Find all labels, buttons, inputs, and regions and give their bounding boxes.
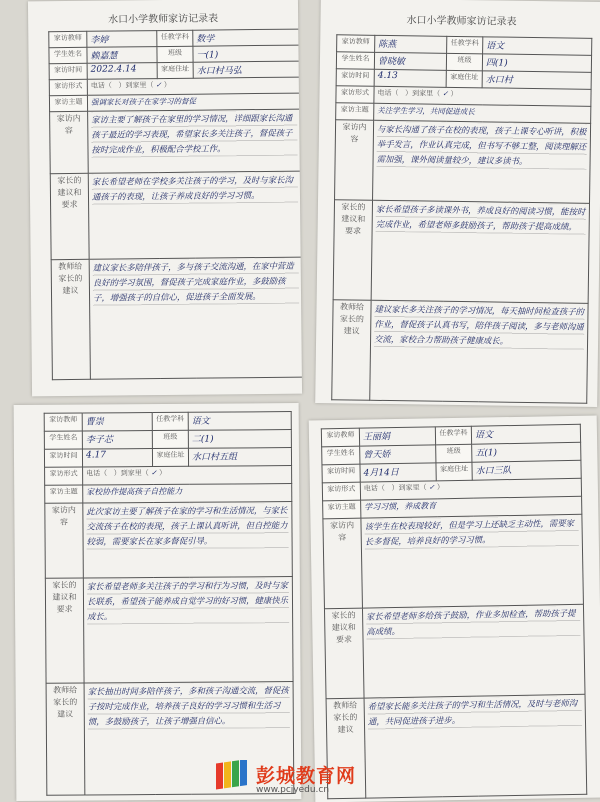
teacher-value: 陈燕	[375, 35, 447, 53]
parent-suggestion-text: 家长希望孩子多读课外书，养成良好的阅读习惯，能按时完成作业，希望老师多鼓励孩子，帮助孩子提高成绩。	[376, 202, 586, 235]
method-options: 电话（ ）到家里（ ✓ ）	[360, 478, 581, 500]
label-topic: 家访主题	[45, 485, 83, 503]
label-student: 学生姓名	[49, 47, 87, 63]
subject-value: 数学	[193, 29, 300, 46]
label-student: 学生姓名	[44, 431, 82, 449]
sheet-title: 水口小学教师家访记录表	[406, 15, 517, 28]
record-table	[321, 424, 587, 799]
content-text: 与家长沟通了孩子在校的表现，孩子上课专心听讲，积极举手发言，作业认真完成，但书写不够工整，阅读理解还需加强，课外阅读量较少，建议多读书。	[376, 122, 587, 170]
record-sheet-2	[315, 0, 600, 407]
label-class: 班级	[436, 444, 472, 463]
topic-value: 家校协作提高孩子自控能力	[83, 484, 292, 503]
parent-suggestion-text: 家长希望老师多给孩子鼓励，作业多加检查，帮助孩子提高成绩。	[366, 606, 580, 640]
method-options: 电话（ ）到家里（ ✓ ）	[87, 77, 300, 95]
label-subject: 任教学科	[447, 36, 483, 54]
label-content: 家访内容	[323, 518, 363, 609]
record-table	[44, 411, 295, 796]
watermark-url: www.pcjyedu.cn	[256, 785, 330, 795]
label-teacher: 家访教师	[44, 413, 82, 431]
student-value: 曾天娇	[360, 445, 436, 464]
label-subject: 任教学科	[152, 412, 188, 430]
label-topic: 家访主题	[323, 500, 361, 519]
label-teacher: 家访教师	[337, 35, 375, 53]
subject-value: 语文	[483, 37, 592, 56]
label-time: 家访时间	[336, 69, 374, 87]
method-options: 电话（ ）到家里（ ✓ ）	[83, 466, 292, 485]
method-check: ✓	[150, 469, 157, 478]
topic-value: 强调家长对孩子在家学习的督促	[87, 93, 300, 111]
record-sheet-4	[309, 416, 600, 802]
teacher-suggestion-text: 家长抽出时间多陪伴孩子，多和孩子沟通交流，督促孩子按时完成作业，培养孩子良好的学习习惯和生活习惯，多鼓励孩子，让孩子增强自信心。	[88, 683, 290, 729]
label-student: 学生姓名	[322, 446, 360, 465]
time-value: 4.17	[82, 449, 152, 467]
label-parent-suggestion: 家长的建议和要求	[50, 173, 89, 259]
label-topic: 家访主题	[49, 95, 87, 111]
label-address: 家庭住址	[436, 462, 472, 481]
label-method: 家访形式	[336, 86, 374, 104]
label-address: 家庭住址	[152, 448, 188, 466]
site-watermark	[212, 758, 402, 798]
sheet-title: 水口小学教师家访记录表	[108, 13, 219, 26]
label-student: 学生姓名	[336, 52, 374, 70]
time-value: 4.13	[374, 69, 446, 87]
label-subject: 任教学科	[157, 30, 193, 46]
student-value: 赖嘉慧	[87, 47, 157, 64]
student-value: 李子芯	[82, 431, 152, 449]
teacher-value: 李婷	[87, 31, 157, 48]
record-sheet-3	[14, 403, 302, 801]
teacher-suggestion-text: 建议家长多陪伴孩子，多与孩子交流沟通，在家中营造良好的学习氛围，督促孩子完成家庭作业，多鼓励孩子，增强孩子的自信心，促进孩子全面发展。	[93, 259, 299, 306]
label-parent-suggestion: 家长的建议和要求	[324, 608, 364, 699]
label-content: 家访内容	[335, 120, 374, 201]
label-teacher-suggestion: 教师给家长的建议	[326, 698, 366, 799]
teacher-suggestion-text: 希望家长能多关注孩子的学习和生活情况，及时与老师沟通，共同促进孩子进步。	[368, 696, 582, 730]
method-check: ✓	[442, 89, 449, 98]
time-value: 2022.4.14	[87, 63, 157, 80]
subject-value: 语文	[188, 412, 291, 431]
class-value: 二(1)	[188, 430, 291, 449]
record-sheet-1	[28, 0, 302, 396]
method-check: ✓	[428, 483, 435, 492]
label-teacher-suggestion: 教师给家长的建议	[46, 683, 85, 795]
topic-value: 学习习惯，养成教育	[361, 496, 582, 518]
label-content: 家访内容	[45, 503, 84, 578]
label-class: 班级	[152, 430, 188, 448]
record-table	[48, 29, 302, 381]
parent-suggestion-text: 家长希望老师多关注孩子的学习和行为习惯，及时与家长联系，希望孩子能养成自觉学习的好习惯，健康快乐成长。	[87, 578, 289, 624]
label-parent-suggestion: 家长的建议和要求	[333, 200, 372, 301]
subject-value: 语文	[471, 424, 580, 444]
label-method: 家访形式	[322, 482, 360, 501]
topic-value: 关注学生学习，共同促进成长	[374, 103, 591, 123]
teacher-value: 王丽娟	[359, 427, 435, 446]
label-subject: 任教学科	[435, 426, 471, 445]
teacher-value: 曹崇	[82, 413, 152, 431]
teacher-suggestion-text: 建议家长多关注孩子的学习情况，每天抽时间检查孩子的作业，督促孩子认真书写，陪伴孩子阅读，多与老师沟通交流，家校合力帮助孩子健康成长。	[374, 302, 585, 350]
label-time: 家访时间	[44, 449, 82, 467]
class-value: 一(1)	[193, 45, 300, 62]
label-parent-suggestion: 家长的建议和要求	[45, 578, 84, 683]
label-content: 家访内容	[50, 111, 89, 173]
record-table	[331, 34, 592, 404]
address-value: 水口村马弘	[193, 61, 300, 78]
class-value: 五(1)	[472, 442, 581, 462]
student-value: 曾晓敏	[374, 52, 446, 70]
method-options: 电话（ ）到家里（ ✓ ）	[374, 86, 591, 106]
label-method: 家访形式	[45, 467, 83, 485]
label-topic: 家访主题	[336, 103, 374, 121]
content-text: 家访主要了解孩子在家里的学习情况，详细跟家长沟通孩子最近的学习表现，希望家长多关注孩子，督促孩子按时完成作业，积极配合学校工作。	[91, 111, 297, 158]
label-address: 家庭住址	[446, 70, 482, 88]
book-logo-icon	[212, 760, 252, 796]
label-teacher: 家访教师	[321, 428, 359, 447]
content-text: 该学生在校表现较好，但是学习上还缺乏主动性，需要家长多督促，培养良好的学习习惯。	[364, 516, 578, 550]
label-class: 班级	[446, 53, 482, 71]
label-time: 家访时间	[322, 464, 360, 483]
watermark-site-name: 彭城教育网	[256, 765, 357, 787]
address-value: 水口村五组	[188, 448, 291, 467]
label-class: 班级	[157, 46, 193, 62]
label-address: 家庭住址	[157, 62, 193, 78]
class-value: 四(1)	[482, 54, 591, 73]
parent-suggestion-text: 家长希望老师在学校多关注孩子的学习，及时与家长沟通孩子的表现，让孩子养成良好的学习习惯。	[92, 173, 298, 205]
content-text: 此次家访主要了解孩子在家的学习和生活情况，与家长交流孩子在校的表现，孩子上课认真听讲，但自控能力较弱，需要家长在家多督促引导。	[86, 503, 288, 549]
label-teacher-suggestion: 教师给家长的建议	[332, 300, 371, 401]
address-value: 水口村	[482, 71, 591, 90]
time-value: 4月14日	[360, 463, 436, 482]
label-teacher-suggestion: 教师给家长的建议	[51, 259, 90, 379]
label-teacher: 家访教师	[49, 31, 87, 47]
method-check: ✓	[155, 81, 162, 90]
label-method: 家访形式	[49, 79, 87, 95]
address-value: 水口三队	[472, 460, 581, 480]
label-time: 家访时间	[49, 63, 87, 79]
